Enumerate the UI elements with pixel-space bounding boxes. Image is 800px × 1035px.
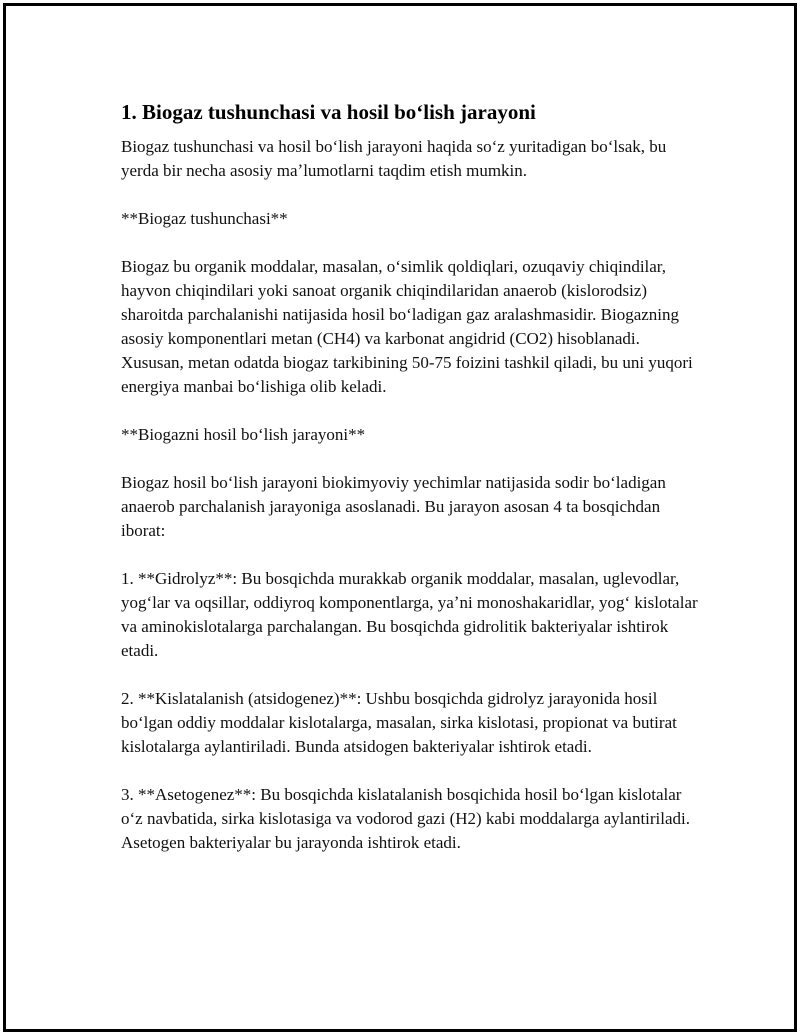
section-heading: 1. Biogaz tushunchasi va hosil boʻlish jarayoni xyxy=(121,100,536,124)
stage-2-acidogenesis: 2. **Kislatalanish (atsidogenez)**: Ushbu bosqichda gidrolyz jarayonida hosil boʻlgan oddiy moddalar kislotalarga, masalan, sirka kislotasi, propionat va butirat kislotalarga aylantiriladi. Bunda atsidogen bakteriyalar ishtirok etadi. xyxy=(121,689,677,756)
page-frame xyxy=(3,3,797,1032)
formation-intro-paragraph: Biogaz hosil boʻlish jarayoni biokimyoviy yechimlar natijasida sodir boʻladigan anaerob parchalanish jarayoniga asoslanadi. Bu jarayon asosan 4 ta bosqichdan iborat: xyxy=(121,473,666,540)
intro-paragraph: Biogaz tushunchasi va hosil boʻlish jarayoni haqida soʻz yuritadigan boʻlsak, bu yerda bir necha asosiy maʼlumotlarni taqdim etish mumkin. xyxy=(121,137,667,180)
stage-3-acetogenesis: 3. **Asetogenez**: Bu bosqichda kislatalanish bosqichida hosil boʻlgan kislotalar oʻz navbatida, sirka kislotasiga va vodorod gazi (H2) kabi moddalarga aylantiriladi. Asetogen bakteriyalar bu jarayonda ishtirok etadi. xyxy=(121,785,691,852)
subheading-biogaz-formation: **Biogazni hosil boʻlish jarayoni** xyxy=(121,425,366,444)
subheading-biogaz-concept: **Biogaz tushunchasi** xyxy=(121,209,288,228)
biogaz-definition-paragraph: Biogaz bu organik moddalar, masalan, oʻsimlik qoldiqlari, ozuqaviy chiqindilar, hayvon chiqindilari yoki sanoat organik chiqindilaridan anaerob (kislorodsiz) sharoitda parchalanishi natijasida hosil boʻladigan gaz aralashmasidir. Biogazning asosiy komponentlari metan (CH4) va karbonat angidrid (CO2) hisoblanadi. Xususan, metan odatda biogaz tarkibining 50-75 foizini tashkil qiladi, bu uni yuqori energiya manbai boʻlishiga olib keladi. xyxy=(121,257,693,396)
stage-1-hydrolysis: 1. **Gidrolyz**: Bu bosqichda murakkab organik moddalar, masalan, uglevodlar, yogʻlar va oqsillar, oddiyroq komponentlarga, yaʼni monoshakaridlar, yogʻ kislotalar va aminokislotalarga parchalangan. Bu bosqichda gidrolitik bakteriyalar ishtirok etadi. xyxy=(121,569,698,660)
document-body xyxy=(121,99,706,879)
